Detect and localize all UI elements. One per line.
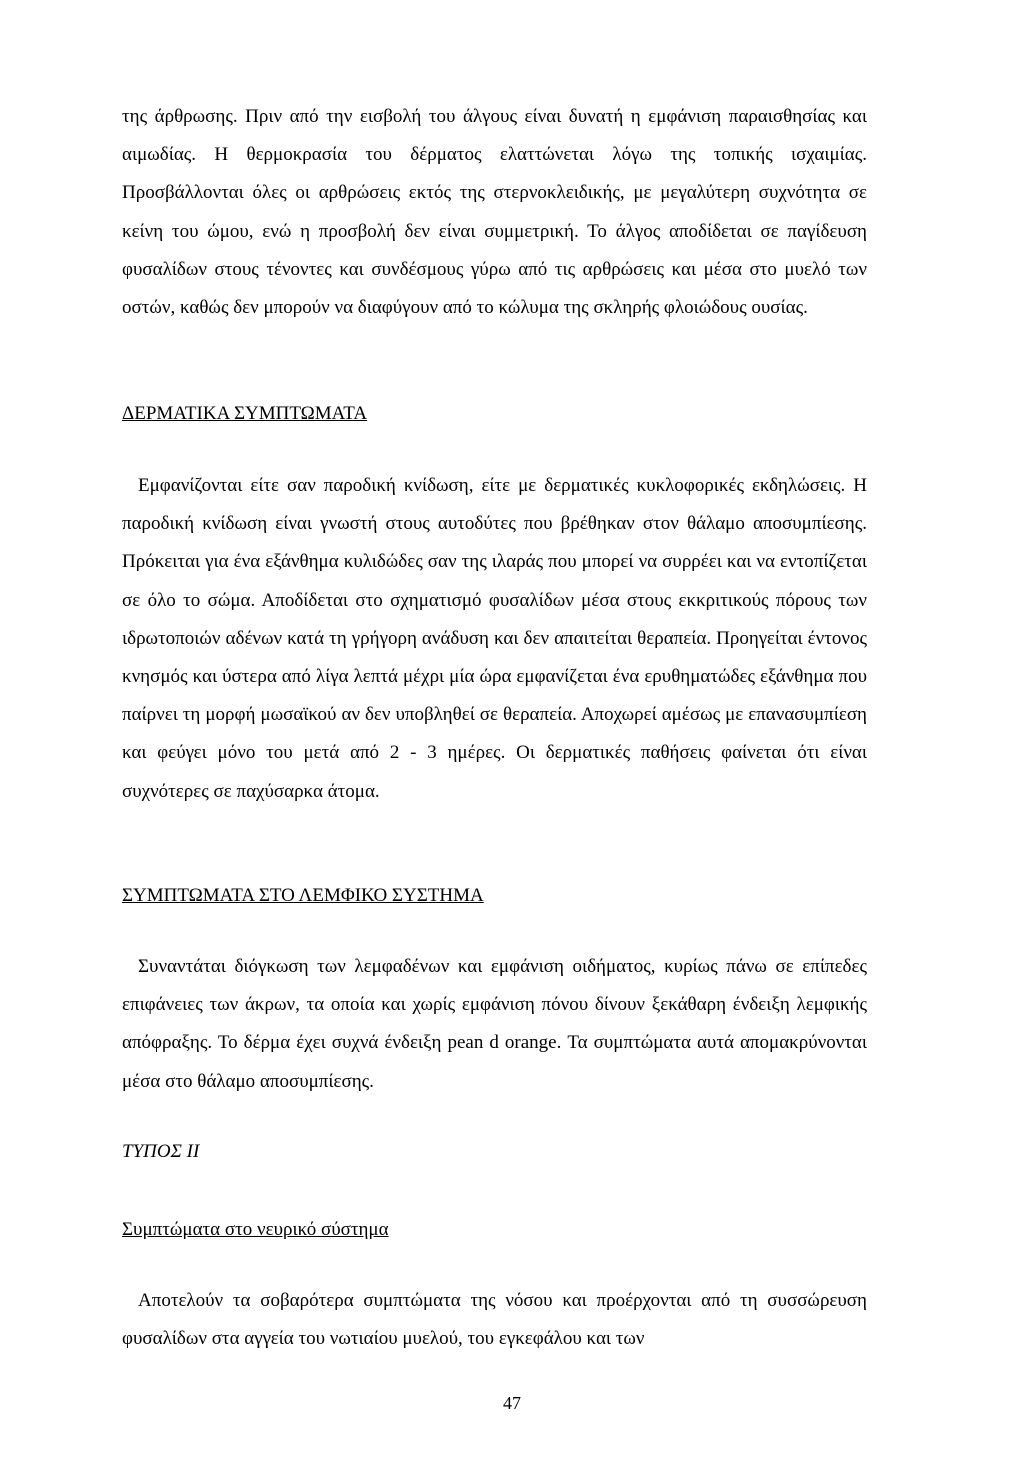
skin-symptoms-heading: ΔΕΡΜΑΤΙΚΑ ΣΥΜΠΤΩΜΑΤΑ <box>122 403 368 424</box>
nervous-system-heading: Συμπτώματα στο νευρικό σύστημα <box>122 1219 389 1240</box>
lymph-symptoms-heading: ΣΥΜΠΤΩΜΑΤΑ ΣΤΟ ΛΕΜΦΙΚΟ ΣΥΣΤΗΜΑ <box>122 885 484 906</box>
skin-symptoms-paragraph: Εμφανίζονται είτε σαν παροδική κνίδωση, είτε με δερματικές κυκλοφορικές εκδηλώσεις. Η παροδική κνίδωση είναι γνωστή στους αυτοδύτες που βρέθηκαν στον θάλαμο αποσυμπίεσης. Πρόκειται για ένα εξάνθημα κυλιδώδες σαν της ιλαράς που μπορεί να συρρέει και να εντοπίζεται σε όλο το σώμα. Αποδίδεται στο σχηματισμό φυσαλίδων μέσα στους εκκριτικούς πόρους των ιδρωτοποιών αδένων κατά τη γρήγορη ανάδυση και δεν απαιτείται θεραπεία. Προηγείται έντονος κνησμός και ύστερα από λίγα λεπτά μέχρι μία ώρα εμφανίζεται ένα ερυθηματώδες εξάνθημα που παίρνει τη μορφή μωσαϊκού αν δεν υποβληθεί σε θεραπεία. Αποχωρεί αμέσως με επανασυμπίεση και φεύγει μόνο του μετά από 2 - 3 ημέρες. Οι δερματικές παθήσεις φαίνεται ότι είναι συχνότερες σε παχύσαρκα άτομα. <box>122 475 867 802</box>
intro-paragraph: της άρθρωσης. Πριν από την εισβολή του άλγους είναι δυνατή η εμφάνιση παραισθησίας και αιμωδίας. Η θερμοκρασία του δέρματος ελαττώνεται λόγω της τοπικής ισχαιμίας. Προσβάλλονται όλες οι αρθρώσεις εκτός της στερνοκλειδικής, με μεγαλύτερη συχνότητα σε κείνη του ώμου, ενώ η προσβολή δεν είναι συμμετρική. Το άλγος αποδίδεται σε παγίδευση φυσαλίδων στους τένοντες και συνδέσμους γύρω από τις αρθρώσεις και μέσα στο μυελό των οστών, καθώς δεν μπορούν να διαφύγουν από το κώλυμα της σκληρής φλοιώδους ουσίας. <box>122 106 867 319</box>
type-ii-heading: ΤΥΠΟΣ ΙΙ <box>122 1141 200 1162</box>
lymph-symptoms-paragraph: Συναντάται διόγκωση των λεμφαδένων και εμφάνιση οιδήματος, κυρίως πάνω σε επίπεδες επιφάνειες των άκρων, τα οποία και χωρίς εμφάνιση πόνου δίνουν ξεκάθαρη ένδειξη λεμφικής απόφραξης. Το δέρμα έχει συχνά ένδειξη pean d orange. Τα συμπτώματα αυτά απομακρύνονται μέσα στο θάλαμο αποσυμπίεσης. <box>122 956 867 1092</box>
page-number: 47 <box>503 1393 521 1413</box>
nervous-system-paragraph: Αποτελούν τα σοβαρότερα συμπτώματα της νόσου και προέρχονται από τη συσσώρευση φυσαλίδων στα αγγεία του νωτιαίου μυελού, του εγκεφάλου και των <box>122 1290 867 1350</box>
